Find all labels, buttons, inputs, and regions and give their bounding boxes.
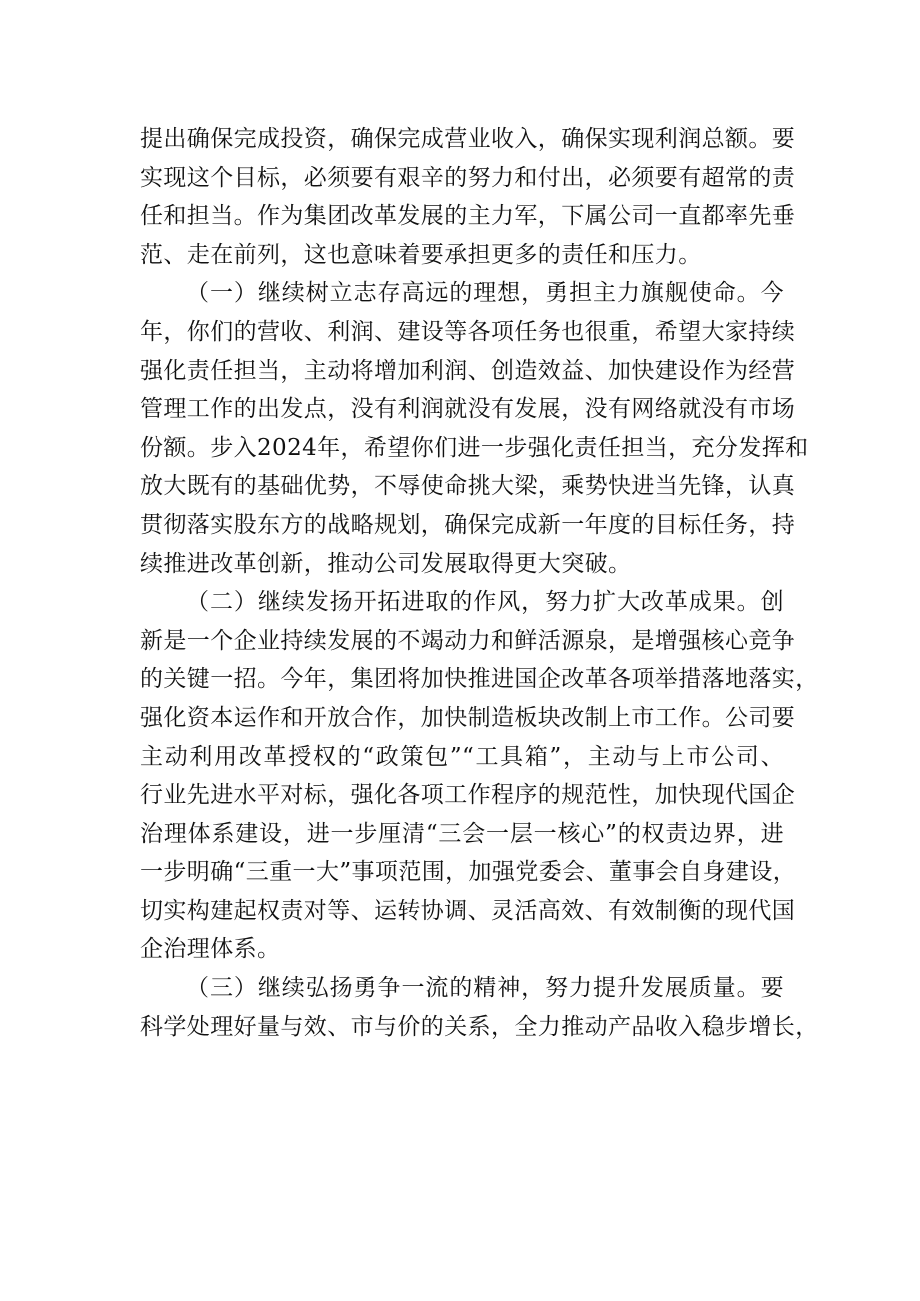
section-heading-line: （三）继续弘扬勇争一流的精神，努力提升发展质量。要 bbox=[186, 975, 784, 1002]
text-line: 新是一个企业持续发展的不竭动力和鲜活源泉，是增强核心竞争 bbox=[140, 627, 796, 654]
text-line: 主动利用改革授权的“政策包”“工具箱”，主动与上市公司、 bbox=[140, 743, 784, 770]
text-line: 放大既有的基础优势，不辱使命挑大梁，乘势快进当先锋，认真 bbox=[140, 473, 796, 500]
text-line: 科学处理好量与效、市与价的关系，全力推动产品收入稳步增长， bbox=[140, 1013, 819, 1040]
text-line: 贯彻落实股东方的战略规划，确保完成新一年度的目标任务，持 bbox=[140, 511, 796, 538]
text-line: 企治理体系。 bbox=[140, 936, 281, 963]
text-line: 强化资本运作和开放合作，加快制造板块改制上市工作。公司要 bbox=[140, 704, 796, 731]
text-line: 范、走在前列，这也意味着要承担更多的责任和压力。 bbox=[140, 241, 702, 268]
section-heading-line: （一）继续树立志存高远的理想，勇担主力旗舰使命。今 bbox=[186, 280, 784, 307]
text-line: 份额。步入2024年，希望你们进一步强化责任担当，充分发挥和 bbox=[140, 434, 809, 461]
text-line: 的关键一招。今年，集团将加快推进国企改革各项举措落地落实， bbox=[140, 666, 819, 693]
section-heading-line: （二）继续发扬开拓进取的作风，努力扩大改革成果。创 bbox=[186, 589, 784, 616]
text-line: 强化责任担当，主动将增加利润、创造效益、加快建设作为经营 bbox=[140, 357, 796, 384]
text-line: 提出确保完成投资，确保完成营业收入，确保实现利润总额。要 bbox=[140, 126, 796, 152]
text-line: 续推进改革创新，推动公司发展取得更大突破。 bbox=[140, 550, 632, 577]
text-line: 一步明确“三重一大”事项范围，加强党委会、董事会自身建设， bbox=[140, 859, 797, 886]
text-line: 年，你们的营收、利润、建设等各项任务也很重，希望大家持续 bbox=[140, 318, 796, 345]
body-text bbox=[140, 120, 819, 1046]
text-line: 任和担当。作为集团改革发展的主力军，下属公司一直都率先垂 bbox=[140, 203, 796, 230]
text-line: 实现这个目标，必须要有艰辛的努力和付出，必须要有超常的责 bbox=[140, 164, 796, 191]
text-line: 切实构建起权责对等、运转协调、灵活高效、有效制衡的现代国 bbox=[140, 897, 796, 924]
text-line: 行业先进水平对标，强化各项工作程序的规范性，加快现代国企 bbox=[140, 782, 796, 809]
text-line: 管理工作的出发点，没有利润就没有发展，没有网络就没有市场 bbox=[140, 396, 796, 423]
text-line: 治理体系建设，进一步厘清“三会一层一核心”的权责边界，进 bbox=[140, 820, 784, 847]
